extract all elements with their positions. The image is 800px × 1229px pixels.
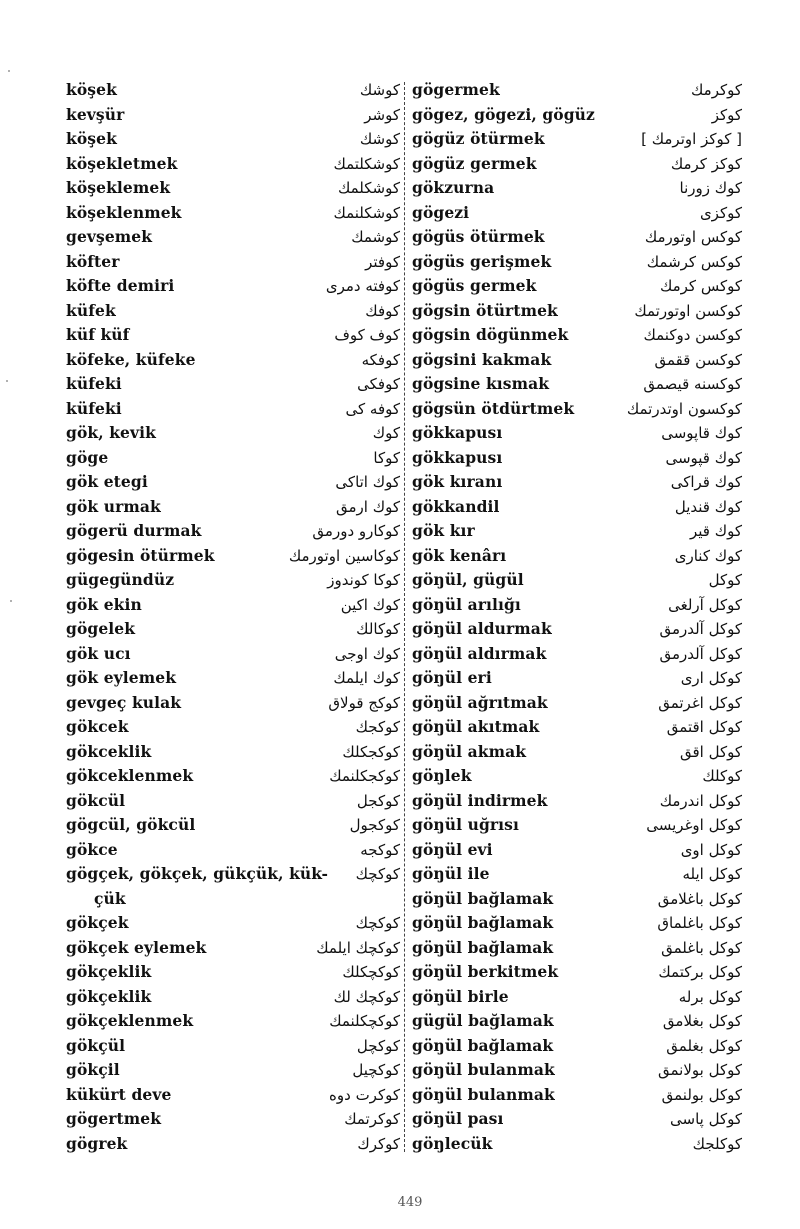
arabic-script-word: کوکچل [356,1036,400,1055]
dictionary-entry [412,176,742,201]
transliteration: gögelek [66,619,136,638]
transliteration: gökkapusı [412,447,503,467]
arabic-script-word: کوفته دمری [325,277,400,295]
arabic-script-word: کوکسنه قیصمق [643,375,742,393]
dictionary-entry [412,911,742,936]
dictionary-entry [66,1034,400,1059]
transliteration: göŋül ağrıtmak [412,692,548,712]
dictionary-entry [412,862,742,887]
arabic-script-word: کوکل باغلماق [657,914,742,932]
arabic-script-word: کوکل اوغریسی [646,816,742,834]
arabic-script-word: کوکرت دوه [329,1085,400,1104]
transliteration: gögsün ötdürtmek [412,398,575,418]
arabic-script-word: کوشك [359,130,400,148]
arabic-script-word: کوکجکلنمك [329,767,400,785]
transliteration: gögez, gögezi, gögüz [412,104,595,124]
arabic-script-word: کوکرك [357,1134,400,1153]
transliteration: gökçeklik [66,962,152,981]
dictionary-entry [412,250,742,275]
arabic-script-word: کوکل بولنمق [661,1085,742,1104]
dictionary-entry [412,1083,742,1108]
dictionary-entry [66,789,400,814]
transliteration: köfeke, küfeke [66,349,196,369]
arabic-script-word: کوکاسین اوتورمك [288,546,400,565]
transliteration: gök kır [412,521,475,540]
dictionary-entry [412,740,742,765]
arabic-script-word: کوك کناری [674,546,742,565]
transliteration: gögesin ötürmek [66,545,215,565]
arabic-script-word: کوشکلمك [337,179,400,197]
arabic-script-word: کوکزی [699,203,742,222]
transliteration: gügül bağlamak [412,1011,554,1030]
arabic-script-word: کوشمك [351,228,400,246]
dictionary-entry [66,299,400,324]
dictionary-entry [66,103,400,128]
transliteration: göŋül bağlamak [412,888,554,908]
transliteration: gökce [66,839,118,859]
dictionary-entry [66,642,400,667]
dictionary-entry [412,372,742,397]
dictionary-entry [412,1009,742,1034]
transliteration: gök ucı [66,643,131,663]
arabic-script-word: کوکسن دوکنمك [643,326,742,344]
dictionary-entry [412,568,742,593]
dictionary-entry [66,421,400,446]
dictionary-entry [412,764,742,789]
dictionary-entry [412,274,742,299]
dictionary-entry [412,1107,742,1132]
transliteration: gögrek [66,1133,128,1153]
transliteration: göŋül akıtmak [412,717,540,736]
dictionary-entry [66,862,400,887]
arabic-script-word: کوکل اندرمك [659,791,742,810]
arabic-script-word: کوکجول [349,816,400,834]
dictionary-entry [412,1132,742,1157]
dictionary-entry [412,544,742,569]
arabic-script-word: کوکل آرلغی [668,595,742,614]
dictionary-entry [412,78,742,103]
dictionary-entry [66,397,400,422]
transliteration: gögcül, gökcül [66,815,196,834]
transliteration: göŋül aldırmak [412,643,547,663]
dictionary-entry [66,838,400,863]
dictionary-entry [412,593,742,618]
dictionary-entry [412,299,742,324]
dictionary-entry [66,715,400,740]
dictionary-entry [412,642,742,667]
arabic-script-word: کوفك [365,301,400,320]
transliteration: köşek [66,80,117,99]
transliteration: gögsine kısmak [412,374,550,393]
dictionary-entry [412,887,742,912]
transliteration: gökçil [66,1060,120,1079]
transliteration: göŋül uğrısı [412,815,519,834]
page-number: 449 [397,1195,423,1210]
arabic-script-word: کوکل اقق [679,742,742,761]
transliteration: köfte demiri [66,276,175,295]
arabic-script-word: کوکز کرمك [670,154,742,173]
margin-speck [10,600,12,602]
dictionary-entry [412,103,742,128]
arabic-script-word: کوکا کوندوز [327,571,400,589]
arabic-script-word: کوکچك [355,914,400,932]
dictionary-entry [66,617,400,642]
dictionary-entry [412,813,742,838]
transliteration: gökcek [66,717,129,736]
arabic-script-word: کوکل باغلمق [661,938,742,957]
left-column [66,78,400,1156]
right-column [412,78,742,1156]
transliteration: köfter [66,251,120,271]
arabic-script-word: کوکل [708,571,742,589]
transliteration: göŋlek [412,766,472,785]
arabic-script-word: کوشکلتمك [333,154,400,173]
transliteration: göŋül bulanmak [412,1060,555,1079]
arabic-script-word: کوکل بغلمق [666,1036,742,1055]
transliteration: köşekletmek [66,153,178,173]
column-divider [404,82,406,1152]
dictionary-entry [66,544,400,569]
arabic-script-word: کوکل بغلامق [662,1012,742,1030]
arabic-script-word: کوفتر [365,252,400,271]
arabic-script-word: کوکرمك [691,81,742,99]
dictionary-entry [66,740,400,765]
transliteration: göŋül arılığı [412,594,521,614]
transliteration: gök kenârı [412,545,507,565]
arabic-script-word: کوف کوف [334,326,400,344]
arabic-script-word: کوکالك [356,620,400,638]
transliteration: gökceklik [66,741,152,761]
dictionary-entry [412,715,742,740]
arabic-script-word: کوك اوجی [334,644,400,663]
dictionary-entry [412,838,742,863]
transliteration: gögermek [412,80,500,99]
transliteration: gökkandil [412,496,500,516]
arabic-script-word: کوکس کرمك [659,277,742,295]
arabic-script-word: کوشك [359,81,400,99]
dictionary-entry [66,936,400,961]
arabic-script-word: کوکسون اوتدرتمك [626,399,742,418]
transliteration: gögüz ötürmek [412,129,545,148]
margin-speck [6,380,8,382]
transliteration: gökçek eylemek [66,937,207,957]
transliteration: gök urmak [66,496,161,516]
arabic-script-word: کوکل پاسی [670,1110,742,1128]
arabic-script-word: کوك ارمق [336,497,400,516]
arabic-script-word: کوفکه [361,350,400,369]
transliteration: göŋül bağlamak [412,1035,554,1055]
transliteration: gögertmek [66,1109,162,1128]
arabic-script-word: کوك زورنا [679,179,742,197]
dictionary-entry [412,397,742,422]
dictionary-entry [66,250,400,275]
arabic-script-word: کوك قاپوسی [661,424,742,442]
transliteration: gökkapusı [412,423,503,442]
transliteration: göŋül ile [412,864,490,883]
transliteration: göge [66,447,109,467]
transliteration: gögüz germek [412,153,537,173]
transliteration: gökçeklenmek [66,1011,194,1030]
arabic-script-word: کوك قندیل [674,497,742,516]
transliteration: gök, kevik [66,423,156,442]
dictionary-entry [412,323,742,348]
transliteration: göŋlecük [412,1133,493,1153]
dictionary-entry [412,1058,742,1083]
dictionary-entry [412,666,742,691]
arabic-script-word: کوك قراکی [670,473,742,491]
transliteration: gögezi [412,202,470,222]
transliteration: gögüs germek [412,276,537,295]
transliteration: göŋül eri [412,668,492,687]
dictionary-entry [66,985,400,1010]
dictionary-entry [412,470,742,495]
arabic-script-word: کوکز [711,105,742,124]
transliteration: göŋül akmak [412,741,527,761]
transliteration: gök ekin [66,594,142,614]
arabic-script-word: کوکارو دورمق [312,522,400,540]
dictionary-entry [66,470,400,495]
margin-speck [8,70,10,72]
transliteration: gögerü durmak [66,521,202,540]
dictionary-entry [412,617,742,642]
arabic-script-word: کوکل اغرتمق [658,693,742,712]
transliteration: göŋül bağlamak [412,937,554,957]
arabic-script-word: [ کوکز اوترمك ] [641,130,742,148]
arabic-script-word: کوکچك لك [333,987,400,1006]
dictionary-entry [66,887,400,912]
arabic-script-word: کوك اکین [340,595,400,614]
transliteration: küfek [66,300,116,320]
dictionary-entry [66,519,400,544]
dictionary-entry [66,568,400,593]
arabic-script-word: کوشر [364,105,400,124]
dictionary-entry [66,127,400,152]
dictionary-entry [412,789,742,814]
dictionary-entry [412,348,742,373]
transliteration: gökçeklik [66,986,152,1006]
arabic-script-word: کوکلجك [692,1134,742,1153]
dictionary-entry [66,201,400,226]
dictionary-entry [412,152,742,177]
dictionary-entry [66,1083,400,1108]
transliteration: çük [94,888,126,908]
arabic-script-word: کوکل برکتمك [658,963,742,981]
transliteration: göŋül evi [412,839,493,859]
transliteration: gök eylemek [66,668,177,687]
arabic-script-word: کوکسن اوتورتمك [634,301,742,320]
arabic-script-word: کوکس کرشمك [646,252,742,271]
arabic-script-word: کوکجکلك [342,742,400,761]
transliteration: göŋül, gügül [412,570,524,589]
arabic-script-word: کوکجل [356,791,400,810]
arabic-script-word: کوکچکلك [342,963,400,981]
arabic-script-word: کوکرتمك [344,1110,400,1128]
arabic-script-word: کوکچك ایلمك [316,938,400,957]
transliteration: gökcül [66,790,126,810]
dictionary-entry [66,323,400,348]
dictionary-entry [412,985,742,1010]
transliteration: gevgeç kulak [66,692,182,712]
arabic-script-word: کوکل بولانمق [658,1061,742,1079]
arabic-script-word: کوفه کی [345,399,400,418]
transliteration: gögsin ötürtmek [412,300,558,320]
dictionary-entry [66,813,400,838]
dictionary-entry [412,519,742,544]
dictionary-entry [66,1107,400,1132]
transliteration: gögsini kakmak [412,349,552,369]
dictionary-entry [66,691,400,716]
arabic-script-word: کوکچك [355,865,400,883]
dictionary-entry [412,225,742,250]
dictionary-entry [66,446,400,471]
arabic-script-word: کوکج قولاق [328,693,400,712]
transliteration: küfeki [66,398,122,418]
dictionary-entry [66,78,400,103]
dictionary-entry [66,152,400,177]
arabic-script-word: کوکل باغلامق [657,889,742,908]
dictionary-entry [66,1132,400,1157]
dictionary-entry [412,127,742,152]
dictionary-entry [412,960,742,985]
dictionary-entry [412,446,742,471]
arabic-script-word: کوکل برله [678,987,742,1006]
dictionary-entry [66,593,400,618]
transliteration: gökzurna [412,178,495,197]
transliteration: göŋül bağlamak [412,913,554,932]
transliteration: gök kıranı [412,472,503,491]
arabic-script-word: کوکچکلنمك [329,1012,400,1030]
transliteration: gevşemek [66,227,153,246]
arabic-script-word: کوکل اوی [680,840,742,859]
dictionary-entry [66,495,400,520]
transliteration: gök etegi [66,472,148,491]
transliteration: gügegündüz [66,570,175,589]
arabic-script-word: کوکلك [702,767,742,785]
transliteration: göŋül berkitmek [412,962,559,981]
dictionary-entry [66,1009,400,1034]
dictionary-entry [412,421,742,446]
dictionary-entry [66,176,400,201]
arabic-script-word: کوکل آلدرمق [659,644,742,663]
dictionary-entry [412,201,742,226]
transliteration: kevşür [66,104,125,124]
dictionary-entry [66,225,400,250]
transliteration: göŋül pası [412,1109,504,1128]
dictionary-entry [66,274,400,299]
arabic-script-word: کوکا [373,448,400,467]
transliteration: göŋül aldurmak [412,619,552,638]
dictionary-entry [66,764,400,789]
dictionary-entry [66,666,400,691]
transliteration: kükürt deve [66,1084,172,1104]
dictionary-entry [66,372,400,397]
transliteration: köşeklemek [66,178,171,197]
arabic-script-word: کوکسن ققمق [654,350,742,369]
arabic-script-word: کوك [372,424,400,442]
transliteration: gögüs ötürmek [412,227,545,246]
arabic-script-word: کوکچیل [352,1061,400,1079]
arabic-script-word: کوکس اوتورمك [644,228,742,246]
dictionary-entry [412,1034,742,1059]
transliteration: köşek [66,129,117,148]
transliteration: köşeklenmek [66,202,182,222]
arabic-script-word: کوکل اقتمق [666,718,742,736]
transliteration: göŋül bulanmak [412,1084,555,1104]
transliteration: göŋül indirmek [412,790,548,810]
dictionary-entry [66,1058,400,1083]
transliteration: gökçül [66,1035,126,1055]
arabic-script-word: کوکل اری [680,669,742,687]
arabic-script-word: کوکل آلدرمق [659,620,742,638]
arabic-script-word: کوفکی [357,375,400,393]
dictionary-entry [412,936,742,961]
arabic-script-word: کوشکلنمك [333,203,400,222]
transliteration: gögsin dögünmek [412,325,569,344]
transliteration: küfeki [66,374,122,393]
arabic-script-word: کوکل ایله [682,865,742,883]
dictionary-entry [66,911,400,936]
dictionary-entry [66,960,400,985]
arabic-script-word: کوکجك [355,718,400,736]
arabic-script-word: کوك قیر [690,522,742,540]
dictionary-entry [66,348,400,373]
dictionary-entry [412,495,742,520]
arabic-script-word: کوك قپوسی [665,448,742,467]
transliteration: gökceklenmek [66,766,194,785]
arabic-script-word: کوك اتاکی [335,473,400,491]
arabic-script-word: کوك ایلمك [333,669,400,687]
transliteration: göŋül birle [412,986,509,1006]
arabic-script-word: کوکجه [360,840,400,859]
transliteration: gögüs gerişmek [412,251,552,271]
transliteration: küf küf [66,325,130,344]
transliteration: gökçek [66,913,129,932]
transliteration: gögçek, gökçek, gükçük, kük- [66,864,329,883]
dictionary-entry [412,691,742,716]
